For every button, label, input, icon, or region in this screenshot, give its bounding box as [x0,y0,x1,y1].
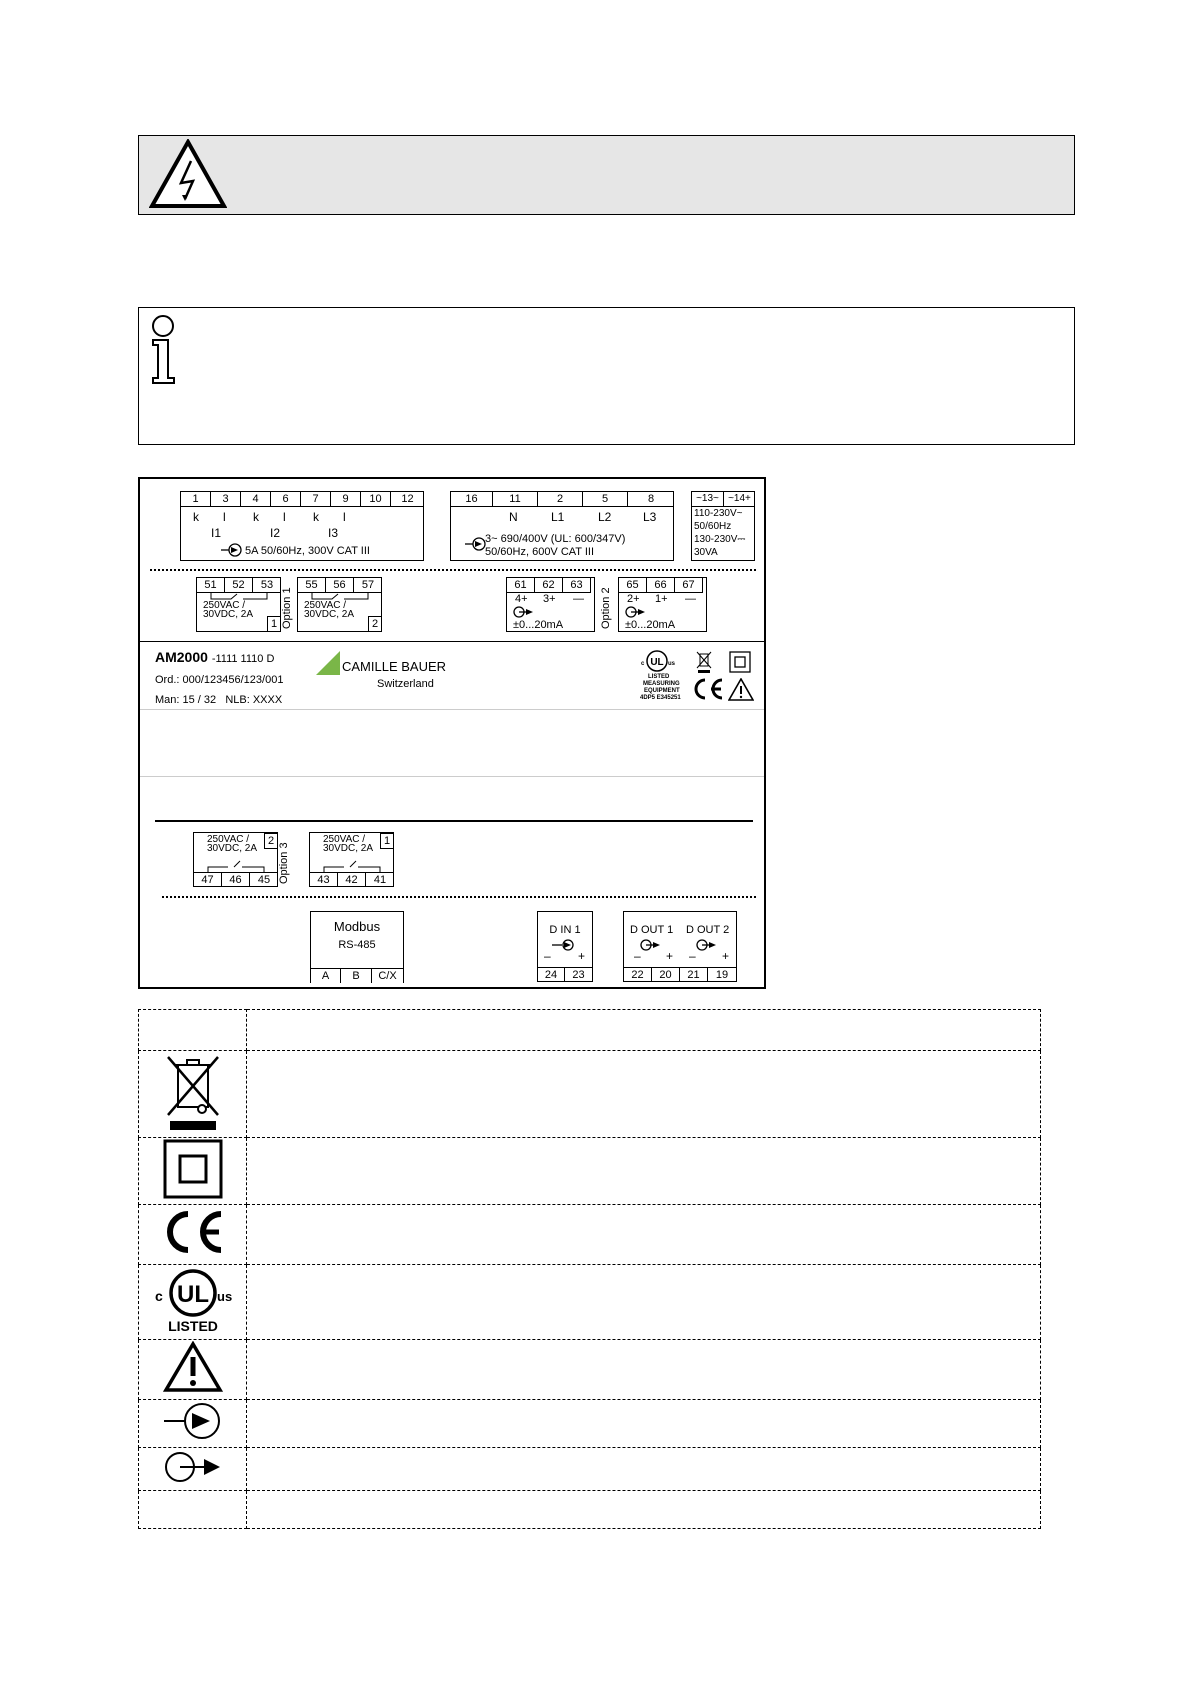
svg-text:UL: UL [176,1280,209,1308]
terminal: 24 [538,967,565,982]
terminal: 51 [197,578,225,593]
power-supply-block [691,491,755,561]
ul-listed-icon [636,649,678,675]
terminal: 63 [563,578,591,593]
phase-label: L1 [551,510,565,524]
description-cell [247,1051,1041,1138]
relay-number: 2 [264,833,278,849]
terminal: 67 [675,578,703,593]
terminal: 23 [565,967,592,982]
output-symbol-icon [513,606,535,618]
terminal: 11 [493,492,538,507]
terminal: A [311,968,341,983]
ul-text: EQUIPMENT [644,688,680,694]
phase-label: L3 [643,510,657,524]
device-nameplate [138,477,766,989]
table-row [139,1205,1041,1265]
relay-contact-icon [200,859,270,873]
l-label: l [283,510,286,524]
description-cell [247,1205,1041,1265]
supply-voltage-dc: 130-230V⎓ [694,534,746,545]
ul-file-number: 4DP5 E345251 [640,695,681,701]
terminal: 57 [354,578,382,593]
terminal: 22 [624,967,652,982]
description-cell [247,1340,1041,1400]
digital-output-1-title: D OUT 1 [630,924,674,936]
supply-frequency: 50/60Hz [694,521,732,532]
divider [140,641,764,642]
terminal: 42 [338,872,366,887]
terminal: 9 [331,492,361,507]
relay-2-block [297,577,382,632]
terminal: 3 [211,492,241,507]
plus-sign: + [666,949,674,963]
model-id [155,649,274,667]
table-row [139,1051,1041,1138]
output-range: ±0...20mA [625,619,676,631]
analog-output-1-block [506,577,595,632]
ul-text: MEASURING [643,681,680,687]
terminal: 6 [271,492,301,507]
output-symbol-icon [625,606,647,618]
supply-power: 30VA [694,547,718,558]
information-notice-box [138,307,1075,445]
minus-sign: – [689,949,696,963]
terminal: 4 [241,492,271,507]
digital-output-block [623,911,737,982]
table-row [139,1340,1041,1400]
relay-rating: 250VAC / [323,834,366,845]
input-symbol-icon [552,939,578,951]
weee-crossed-bin-icon [164,1053,222,1131]
minus-sign: – [634,949,641,963]
terminal: 55 [298,578,326,593]
supply-voltage-ac: 110-230V~ [694,508,743,519]
terminal: 62 [535,578,563,593]
voltage-rating: 3~ 690/400V (UL: 600/347V) [485,533,626,545]
k-label: k [313,510,319,524]
polarity: 1+ [655,593,668,605]
option-2-label: Option 2 [600,587,612,629]
modbus-subtitle: RS-485 [338,939,376,951]
symbol-cell [139,1010,247,1051]
table-row [139,1138,1041,1205]
relay-rating: 30VDC, 2A [203,609,254,620]
modbus-block [310,911,404,983]
terminal: C/X [372,968,403,983]
svg-text:c: c [154,1287,163,1304]
option-1-label: Option 1 [281,587,293,629]
description-cell [247,1010,1041,1051]
digital-output-2-title: D OUT 2 [686,924,730,936]
table-row [139,1491,1041,1529]
plus-sign: + [578,949,586,963]
terminal: 45 [250,872,278,887]
current-rating: 5A 50/60Hz, 300V CAT III [245,545,370,557]
description-cell [247,1400,1041,1448]
terminal: 65 [619,578,647,593]
svg-text:UL: UL [650,657,664,668]
symbol-cell [139,1491,247,1529]
terminal: 56 [326,578,354,593]
terminal: 1 [181,492,211,507]
phase-label: L2 [598,510,612,524]
symbol-cell [139,1400,247,1448]
description-cell [247,1448,1041,1491]
output-range: ±0...20mA [513,619,564,631]
divider [140,776,764,777]
relay-number: 2 [368,616,382,632]
divider [140,709,764,710]
terminal: 16 [451,492,493,507]
relay-rating: 250VAC / [304,600,347,611]
output-symbol-icon [164,1451,222,1483]
polarity: 4+ [515,593,528,605]
terminal: 5 [583,492,628,507]
terminal: 52 [225,578,253,593]
relay-2-block [193,832,278,887]
voltage-frequency: 50/60Hz, 600V CAT III [485,546,595,558]
plus-sign: + [722,949,730,963]
info-icon [148,314,178,386]
relay-number: 1 [380,833,394,849]
modbus-title: Modbus [333,919,381,934]
l-label: l [343,510,346,524]
symbol-cell [139,1448,247,1491]
camille-bauer-logo-icon [316,651,340,675]
relay-rating: 30VDC, 2A [207,843,258,854]
order-number: Ord.: 000/123456/123/001 [155,674,284,686]
relay-number: 1 [267,616,281,632]
input-symbol-icon [164,1402,222,1440]
relay-rating: 30VDC, 2A [304,609,355,620]
relay-1-block [196,577,281,632]
symbol-cell [139,1138,247,1205]
l-label: l [223,510,226,524]
current-label: I2 [270,526,281,540]
relay-rating: 30VDC, 2A [323,843,374,854]
terminal: 10 [361,492,391,507]
divider [155,820,753,822]
k-label: k [253,510,259,524]
symbol-cell [139,1265,247,1340]
relay-rating: 250VAC / [207,834,250,845]
analog-output-2-block [618,577,707,632]
terminal: 7 [301,492,331,507]
weee-crossed-bin-icon [696,651,712,673]
terminal: 46 [222,872,250,887]
input-symbol-icon [465,537,487,551]
polarity: 2+ [627,593,640,605]
description-cell [247,1138,1041,1205]
svg-text:us: us [216,1288,232,1304]
terminal: 47 [194,872,222,887]
terminal: 2 [538,492,583,507]
description-cell [247,1491,1041,1529]
ul-listed-text: LISTED [648,674,670,680]
relay-1-block [309,832,394,887]
terminal: 8 [628,492,674,507]
brand-country: Switzerland [377,678,434,690]
terminal: 20 [652,967,680,982]
svg-text:c: c [641,661,645,667]
input-symbol-icon [221,543,243,557]
terminal: 43 [310,872,338,887]
double-insulation-icon [163,1139,223,1199]
terminal: 53 [253,578,281,593]
current-label: I1 [211,526,222,540]
current-label: I3 [328,526,339,540]
relay-contact-icon [316,859,386,873]
k-label: k [193,510,199,524]
terminal: 21 [680,967,708,982]
caution-triangle-icon [728,678,754,701]
symbol-cell [139,1340,247,1400]
polarity: — [573,593,584,605]
current-input-block [180,491,424,561]
digital-input-title: D IN 1 [549,924,581,936]
description-cell [247,1265,1041,1340]
ul-listed-icon [151,1267,235,1333]
voltage-input-block [450,491,674,561]
high-voltage-warning-icon [149,139,227,209]
danger-notice-box [138,135,1075,215]
minus-sign: – [544,949,551,963]
phase-label: N [509,510,518,524]
symbol-legend-table [138,1009,1041,1529]
polarity: — [685,593,696,605]
terminal: ~14+ [724,492,755,507]
terminal: 12 [391,492,424,507]
dotted-divider [150,569,756,571]
ce-mark-icon [690,677,726,701]
double-insulation-icon [729,651,751,673]
terminal: 41 [366,872,394,887]
polarity: 3+ [543,593,556,605]
output-symbol-icon [696,939,718,951]
relay-rating: 250VAC / [203,600,246,611]
ce-mark-icon [162,1210,224,1254]
symbol-cell [139,1051,247,1138]
terminal: B [341,968,372,983]
digital-input-block [537,911,593,982]
dotted-divider [162,896,756,898]
manufacture-info: Man: 15 / 32 NLB: XXXX [155,694,283,706]
symbol-cell [139,1205,247,1265]
table-row [139,1010,1041,1051]
table-row [139,1265,1041,1340]
brand-name: CAMILLE BAUER [342,659,447,674]
terminal: 61 [507,578,535,593]
output-symbol-icon [640,939,662,951]
svg-text:LISTED: LISTED [167,1317,218,1333]
terminal: ~13~ [692,492,724,507]
svg-text:us: us [668,661,676,667]
table-row [139,1400,1041,1448]
model-code: -1111 1110 D [211,653,275,665]
option-3-label: Option 3 [278,842,290,884]
terminal: 66 [647,578,675,593]
table-row [139,1448,1041,1491]
terminal: 19 [708,967,736,982]
caution-triangle-icon [163,1341,223,1393]
model-name: AM2000 [155,649,208,665]
